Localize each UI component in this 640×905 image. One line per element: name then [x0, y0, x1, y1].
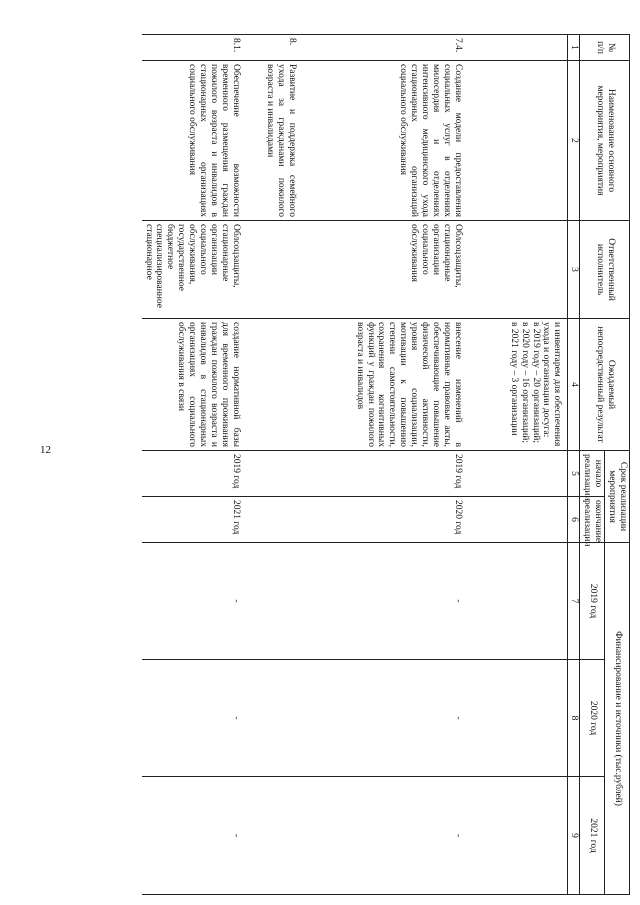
cell-2020: - — [302, 660, 468, 777]
cell-executor — [246, 221, 302, 319]
header-2020: 2020 год — [580, 660, 605, 777]
cell-2020 — [468, 660, 568, 777]
cell-executor — [468, 221, 568, 319]
cell-2021 — [468, 777, 568, 895]
header-period: Срок реализации мероприятия — [605, 451, 630, 543]
table-row — [142, 35, 246, 895]
column-number-row — [568, 35, 580, 895]
cell-num: 8. — [246, 35, 302, 61]
column-number: 5 — [568, 451, 580, 497]
cell-2020 — [246, 660, 302, 777]
column-number: 1 — [568, 35, 580, 61]
cell-2021: - — [302, 777, 468, 895]
cell-2020: - — [142, 660, 246, 777]
header-financing: Финансирование и источники (тыс.рублей) — [605, 543, 630, 895]
page-number: 12 — [40, 444, 51, 456]
cell-executor: Облсоцзащиты, стационарные организации социального обслуживания, государственное бюджетное специализированное стационарное — [142, 221, 246, 319]
cell-2021: - — [142, 777, 246, 895]
cell-result: и инвентарем для обеспечения ухода и организации досуга: в 2019 году – 20 организаций; в 2020 году – 16 организаций; в 2021 году – 3 организации — [468, 319, 568, 451]
cell-executor: Облсоцзащиты, стационарные организации социального обслуживания — [302, 221, 468, 319]
table-row — [246, 35, 302, 895]
cell-result — [246, 319, 302, 451]
cell-num: 8.1. — [142, 35, 246, 61]
cell-2021 — [246, 777, 302, 895]
header-2019: 2019 год — [580, 543, 605, 660]
column-number: 3 — [568, 221, 580, 319]
cell-end — [246, 497, 302, 543]
cell-result: внесение изменений в нормативные правовые акты, обеспечивающие повышение физической активности, уровня социализации, мотивации к повышению степени самостоятельности, сохранения когнитивных функций у граждан пожилого возраста и инвалидов — [302, 319, 468, 451]
cell-name: Развитие и поддержка семейного ухода за гражданами пожилого возраста и инвалидами — [246, 61, 302, 221]
cell-start — [468, 451, 568, 497]
cell-2019: - — [302, 543, 468, 660]
header-period-start: начало реализации — [580, 451, 605, 497]
cell-end — [468, 497, 568, 543]
activities-table — [142, 34, 630, 895]
column-number: 7 — [568, 543, 580, 660]
cell-num: 7.4. — [302, 35, 468, 61]
cell-2019 — [468, 543, 568, 660]
cell-start: 2019 год — [302, 451, 468, 497]
header-2021: 2021 год — [580, 777, 605, 895]
cell-name: Создание модели предоставления социальных услуг в отделениях милосердия и отделениях интенсивного медицинского ухода стационарных организаций социального обслуживания — [302, 61, 468, 221]
cell-2019 — [246, 543, 302, 660]
cell-name: Обеспечение возможности временного размещения граждан пожилого возраста и инвалидов в стационарных организациях социального обслуживания — [142, 61, 246, 221]
header-result: Ожидаемый непосредственный результат — [580, 319, 630, 451]
cell-end: 2020 год — [302, 497, 468, 543]
cell-name — [468, 61, 568, 221]
header-executor: Ответственный исполнитель — [580, 221, 630, 319]
column-number: 8 — [568, 660, 580, 777]
cell-num — [468, 35, 568, 61]
column-number: 2 — [568, 61, 580, 221]
header-num: № п/п — [580, 35, 630, 61]
cell-start — [246, 451, 302, 497]
table-row — [302, 35, 468, 895]
table-row — [468, 35, 568, 895]
cell-start: 2019 год — [142, 451, 246, 497]
column-number: 6 — [568, 497, 580, 543]
header-name: Наименование основного мероприятия, мероприятия — [580, 61, 630, 221]
cell-result: создание нормативной базы для временного проживания граждан пожилого возраста и инвалидов в стационарных организациях социального обслуживания в связи — [142, 319, 246, 451]
header-period-end: окончание реализации — [580, 497, 605, 543]
cell-2019: - — [142, 543, 246, 660]
rotated-page-content — [90, 34, 630, 894]
cell-end: 2021 год — [142, 497, 246, 543]
column-number: 4 — [568, 319, 580, 451]
column-number: 9 — [568, 777, 580, 895]
